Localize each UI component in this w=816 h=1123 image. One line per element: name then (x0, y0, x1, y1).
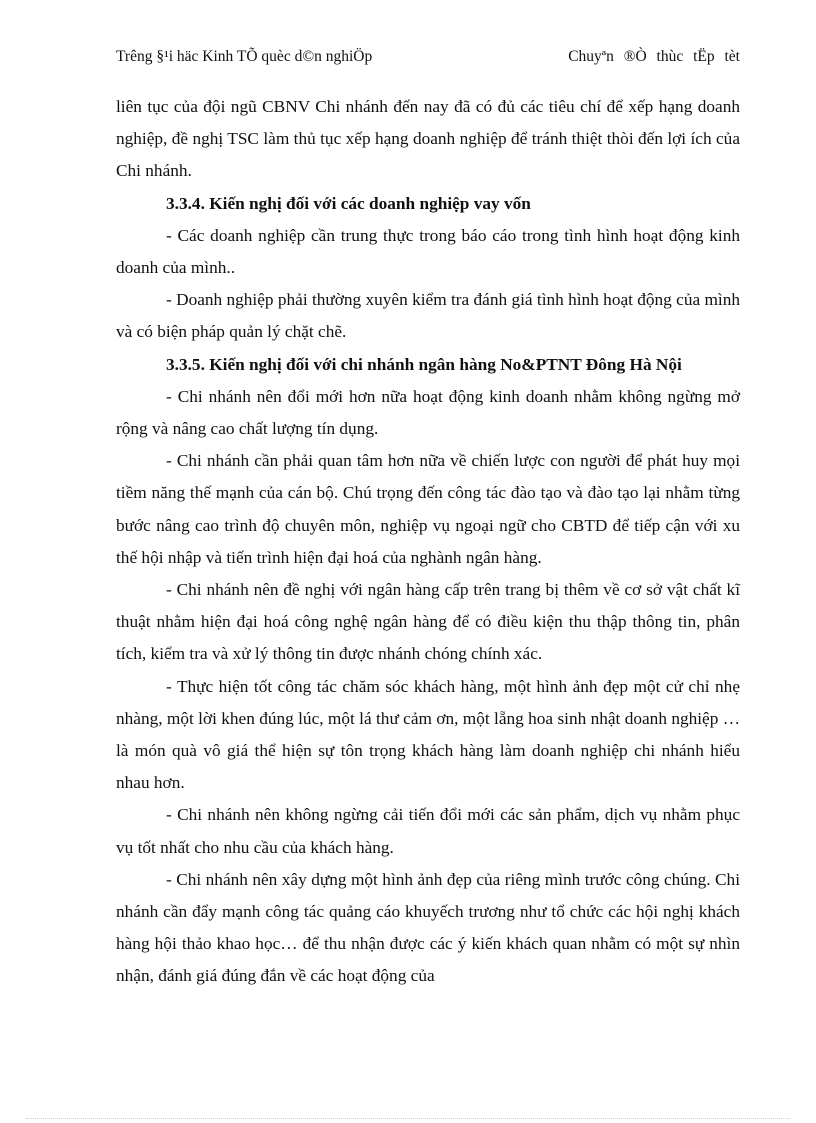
header-left-text: Trêng §¹i häc Kinh TÕ quèc d©n nghiÖp (116, 48, 373, 65)
page-header (116, 45, 740, 93)
paragraph: - Chi nhánh nên đổi mới hơn nữa hoạt động kinh doanh nhằm không ngừng mở rộng và nâng cao chất lượng tín dụng. (116, 386, 740, 439)
paragraph-continuation: liên tục của đội ngũ CBNV Chi nhánh đến nay đã có đủ các tiêu chí để xếp hạng doanh nghiệp, đề nghị TSC làm thủ tục xếp hạng doanh nghiệp để tránh thiệt thòi đến lợi ích của Chi nhánh. (116, 97, 740, 181)
paragraph: - Chi nhánh nên không ngừng cải tiến đổi mới các sản phẩm, dịch vụ nhằm phục vụ tốt nhất cho nhu cầu của khách hàng. (116, 805, 740, 857)
paragraph: - Chi nhánh nên xây dựng một hình ảnh đẹp của riêng mình trước công chúng. Chi nhánh cần đẩy mạnh công tác quảng cáo khuyếch trương như tổ chức các hội nghị khách hàng hội thảo khao học… để thu nhận được các ý kiến khách quan nhằm có một sự nhìn nhận, đánh giá đúng đắn về các hoạt động của (116, 869, 740, 986)
section-heading-3-3-4: 3.3.4. Kiến nghị đối với các doanh nghiệp vay vốn (166, 193, 531, 213)
section-heading-3-3-5: 3.3.5. Kiến nghị đối với chi nhánh ngân hàng No&PTNT Đông Hà Nội (166, 354, 682, 374)
paragraph: - Chi nhánh cần phải quan tâm hơn nữa về chiến lược con người để phát huy mọi tiềm năng thế mạnh của cán bộ. Chú trọng đến công tác đào tạo và đào tạo lại nhằm từng bước nâng cao trình độ chuyên môn, nghiệp vụ ngoại ngữ cho CBTD để tiếp cận với xu thế hội nhập và tiến trình hiện đại hoá của nghành ngân hàng. (116, 451, 740, 567)
footer-divider (26, 1118, 790, 1119)
header-right-text: Chuyªn ®Ò thùc tËp tèt (568, 48, 740, 65)
paragraph: - Thực hiện tốt công tác chăm sóc khách hàng, một hình ảnh đẹp một cử chỉ nhẹ nhàng, một lời khen đúng lúc, một lá thư cảm ơn, một lẵng hoa sinh nhật doanh nghiệp …là món quà vô giá thể hiện sự tôn trọng khách hàng làm doanh nghiệp chi nhánh hiểu nhau hơn. (116, 676, 740, 793)
paragraph: - Chi nhánh nên đề nghị với ngân hàng cấp trên trang bị thêm về cơ sở vật chất kĩ thuật nhằm hiện đại hoá công nghệ ngân hàng để có điều kiện thu thập thông tin, phân tích, kiểm tra và xử lý thông tin được nhánh chóng chính xác. (116, 580, 740, 664)
paragraph: - Các doanh nghiệp cần trung thực trong báo cáo trong tình hình hoạt động kinh doanh của mình.. (116, 225, 740, 278)
paragraph: - Doanh nghiệp phải thường xuyên kiểm tra đánh giá tình hình hoạt động của mình và có biện pháp quản lý chặt chẽ. (116, 290, 740, 342)
document-body (116, 91, 740, 993)
